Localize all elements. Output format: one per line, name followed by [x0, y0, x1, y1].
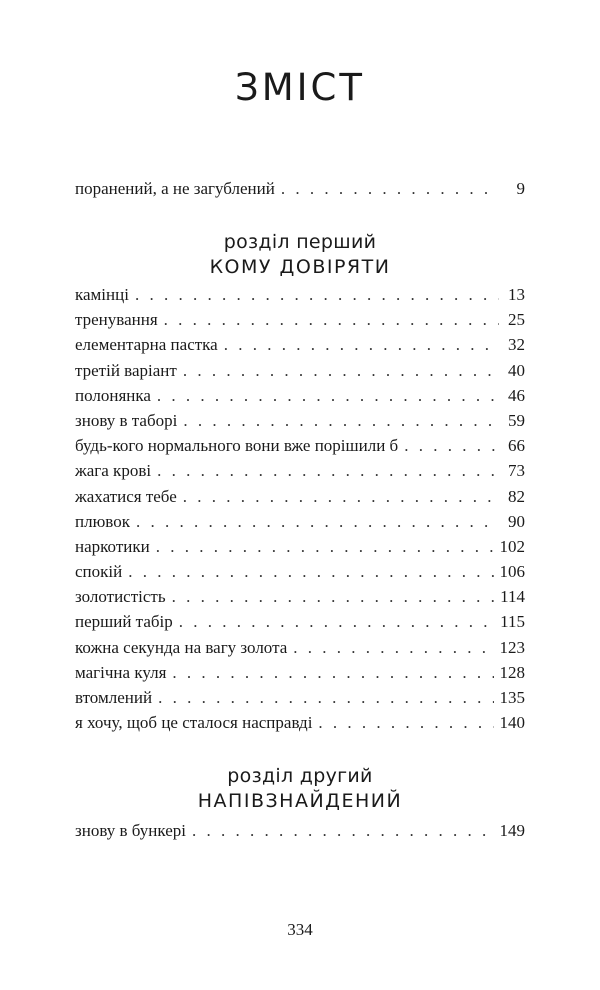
toc-entry-page: 25	[508, 310, 525, 330]
dot-leader	[183, 408, 499, 433]
toc-entry-title: жахатися тебе	[75, 486, 177, 506]
section-heading-2	[0, 764, 600, 814]
toc-entry[interactable]	[75, 660, 525, 685]
toc-entry-page: 140	[499, 713, 525, 733]
toc-entry-title: перший табір	[75, 612, 173, 632]
section-subtitle: розділ другий	[227, 765, 373, 787]
toc-entry-page: 73	[508, 461, 525, 481]
toc-entry[interactable]	[75, 358, 525, 383]
toc-entry-page: 46	[508, 385, 525, 405]
toc-entry[interactable]	[75, 383, 525, 408]
toc-entry[interactable]	[75, 484, 525, 509]
dot-leader	[164, 307, 499, 332]
toc-entry-page: 149	[499, 821, 525, 840]
page-title: ЗМІСТ	[235, 66, 365, 109]
toc-entry-title: втомлений	[75, 688, 153, 707]
toc-entry[interactable]	[75, 818, 525, 843]
toc-entry[interactable]	[75, 635, 525, 660]
toc-entry-page: 123	[499, 637, 525, 657]
toc-entry-page: 82	[508, 486, 525, 506]
toc-entry[interactable]	[75, 458, 525, 483]
toc-entry-title: я хочу, щоб це сталося насправді	[75, 713, 313, 733]
toc-entry-page: 135	[499, 688, 525, 707]
toc-entry[interactable]	[75, 509, 525, 534]
toc-entry-title: третій варіант	[75, 360, 177, 380]
toc-entry-title: золотистість	[75, 587, 166, 607]
dot-leader	[157, 383, 499, 408]
toc-section-1-list	[75, 282, 525, 735]
dot-leader	[128, 559, 493, 584]
toc-entry-title: елементарна пастка	[75, 335, 218, 355]
toc-entry[interactable]	[75, 176, 525, 201]
section-title: КОМУ ДОВІРЯТИ	[209, 256, 391, 278]
toc-entry-title: спокій	[75, 562, 123, 582]
dot-leader	[158, 685, 493, 710]
dot-leader	[293, 635, 493, 660]
toc-entry-title: полонянка	[75, 385, 151, 405]
dot-leader	[183, 358, 499, 383]
toc-entry[interactable]	[75, 433, 525, 458]
dot-leader	[135, 282, 499, 307]
dot-leader	[179, 609, 494, 634]
section-subtitle: розділ перший	[223, 231, 377, 253]
page-number: 334	[287, 920, 313, 939]
toc-entry[interactable]	[75, 332, 525, 357]
section-heading-1	[0, 230, 600, 280]
dot-leader	[183, 484, 499, 509]
toc-entry-title: знову в таборі	[75, 410, 178, 430]
toc-entry-page: 9	[516, 179, 525, 198]
toc-entry-title: жага крові	[75, 461, 152, 481]
dot-leader	[172, 584, 495, 609]
toc-entry[interactable]	[75, 685, 525, 710]
toc-entry[interactable]	[75, 408, 525, 433]
dot-leader	[318, 710, 493, 735]
toc-entry[interactable]	[75, 609, 525, 634]
dot-leader	[157, 458, 499, 483]
toc-entry[interactable]	[75, 710, 525, 735]
toc-entry[interactable]	[75, 559, 525, 584]
toc-entry-page: 40	[508, 360, 525, 380]
toc-section-2-list	[75, 818, 525, 843]
toc-entry-title: плювок	[75, 511, 130, 531]
dot-leader	[404, 433, 499, 458]
toc-entry-title: поранений, а не загублений	[75, 179, 275, 198]
toc-entry[interactable]	[75, 534, 525, 559]
toc-entry-page: 90	[508, 511, 525, 531]
toc-entry-title: кожна секунда на вагу золота	[75, 637, 288, 657]
toc-entry-title: магічна куля	[75, 662, 167, 682]
toc-entry-title: будь-кого нормального вони вже порішили б	[75, 436, 399, 456]
toc-entry-page: 128	[499, 662, 525, 682]
toc-entry-title: знову в бункері	[75, 821, 186, 840]
toc-entry[interactable]	[75, 584, 525, 609]
dot-leader	[172, 660, 493, 685]
toc-entry-page: 32	[508, 335, 525, 355]
dot-leader	[281, 176, 499, 201]
toc-entry-page: 114	[500, 587, 525, 607]
dot-leader	[192, 818, 494, 843]
section-title: НАПІВЗНАЙДЕНИЙ	[197, 790, 403, 812]
toc-entry-page: 106	[499, 562, 525, 582]
toc-entry[interactable]	[75, 307, 525, 332]
toc-entry-title: наркотики	[75, 536, 150, 556]
toc-entry-page: 115	[500, 612, 525, 632]
dot-leader	[224, 332, 499, 357]
dot-leader	[156, 534, 494, 559]
toc-entry-page: 102	[499, 536, 525, 556]
toc-entry-title: тренування	[75, 310, 158, 330]
toc-entry[interactable]	[75, 282, 525, 307]
toc-entry-page: 13	[508, 285, 525, 304]
toc-entry-page: 66	[508, 436, 525, 456]
dot-leader	[136, 509, 499, 534]
toc-entry-title: камінці	[75, 285, 129, 304]
toc-entry-page: 59	[508, 410, 525, 430]
toc-intro-list	[75, 176, 525, 201]
